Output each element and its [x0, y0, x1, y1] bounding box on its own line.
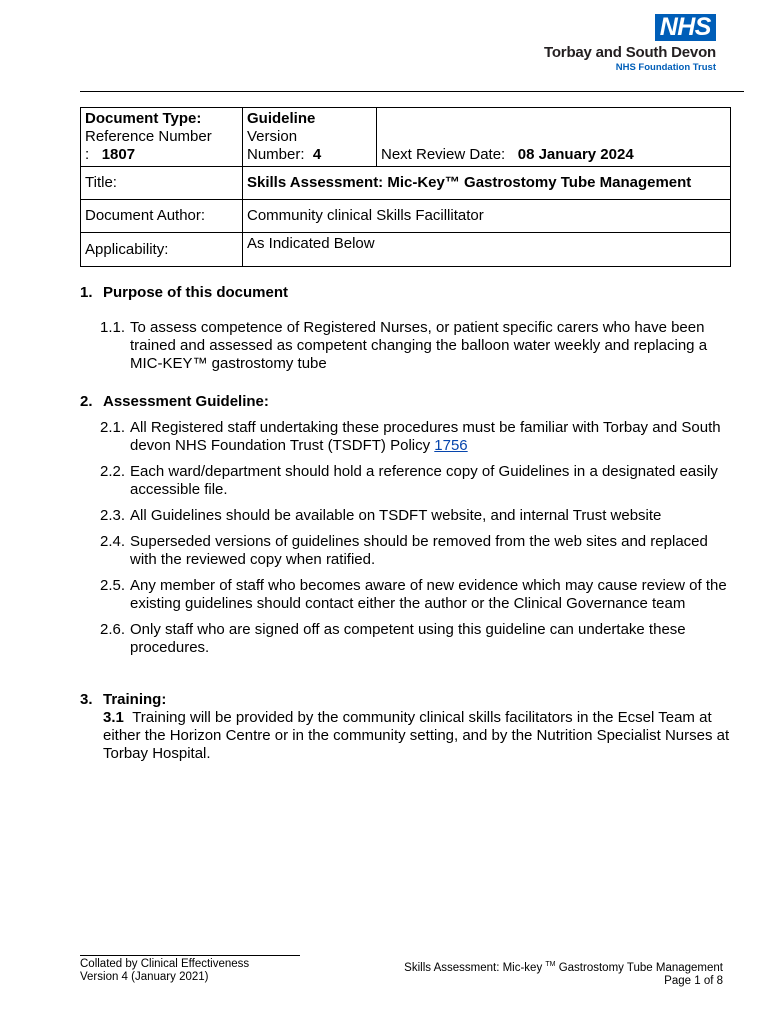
- author-label: Document Author:: [81, 200, 243, 233]
- section-2-heading: 2. Assessment Guideline:: [80, 393, 269, 410]
- review-date-value: 08 January 2024: [517, 146, 634, 163]
- document-info-table: [80, 107, 731, 267]
- policy-link[interactable]: 1756: [434, 437, 468, 454]
- review-date-cell: [377, 108, 731, 167]
- footer-right: Skills Assessment: Mic-key ™ Gastrostomy Tube Management Page 1 of 8: [404, 961, 723, 987]
- footer-left: Collated by Clinical Effectiveness Version 4 (January 2021): [80, 958, 250, 983]
- document-title: Skills Assessment: Mic-Key™ Gastrostomy Tube Management: [243, 167, 731, 200]
- section-1-heading: 1. Purpose of this document: [80, 284, 289, 301]
- section-3-heading: 3. Training:: [80, 691, 167, 708]
- org-name: Torbay and South Devon: [544, 44, 716, 61]
- doc-type-value-cell: [243, 108, 377, 167]
- list-item: 2.1. All Registered staff undertaking these procedures must be familiar with Torbay and South devon NHS Foundation Trust (TSDFT) Policy 1756: [100, 419, 721, 454]
- list-item: 2.2. Each ward/department should hold a reference copy of Guidelines in a designated easily accessible file.: [100, 463, 718, 498]
- nhs-logo-mark: NHS: [655, 14, 716, 41]
- list-item: 2.5. Any member of staff who becomes aware of new evidence which may cause review of the existing guidelines should contact either the author or the Clinical Governance team: [100, 577, 727, 612]
- list-item: 2.6. Only staff who are signed off as competent using this guideline can undertake these procedures.: [100, 621, 686, 656]
- reference-number-value: 1807: [101, 146, 136, 163]
- version-number: Version Number: 4: [247, 128, 322, 163]
- doc-type-label: Document Type:: [85, 110, 202, 127]
- doc-type-cell: [81, 108, 243, 167]
- list-item: 2.4. Superseded versions of guidelines should be removed from the web sites and replaced with the reviewed copy when ratified.: [100, 533, 708, 568]
- applicability-label: Applicability:: [81, 233, 243, 267]
- header-divider: [80, 91, 744, 92]
- nhs-logo: [544, 14, 716, 73]
- doc-type-value: Guideline: [247, 110, 316, 127]
- title-label: Title:: [81, 167, 243, 200]
- review-date: Next Review Date: 08 January 2024: [381, 146, 634, 163]
- org-subtitle: NHS Foundation Trust: [615, 62, 716, 73]
- page-footer: [80, 958, 723, 988]
- list-item: 1.1. To assess competence of Registered Nurses, or patient specific carers who have been trained and assessed as competent changing the balloon water weekly and replacing a MIC-KEY™ gastrostomy tube: [100, 319, 708, 372]
- page-number: Page 1 of 8: [664, 974, 723, 987]
- section-3-paragraph: 3.1 Training will be provided by the community clinical skills facilitators in the Ecsel Team at either the Horizon Centre or in the community setting, and by the Nutrition Specialist Nurses at Torbay Hospital.: [103, 709, 730, 762]
- reference-number: Reference Number : 1807: [85, 128, 212, 163]
- footer-divider: [80, 955, 300, 956]
- author-value: Community clinical Skills Facillitator: [243, 200, 731, 233]
- version-number-value: 4: [312, 146, 322, 163]
- document-body: [80, 284, 730, 763]
- applicability-value: As Indicated Below: [243, 233, 731, 267]
- list-item: 2.3. All Guidelines should be available on TSDFT website, and internal Trust website: [100, 507, 662, 524]
